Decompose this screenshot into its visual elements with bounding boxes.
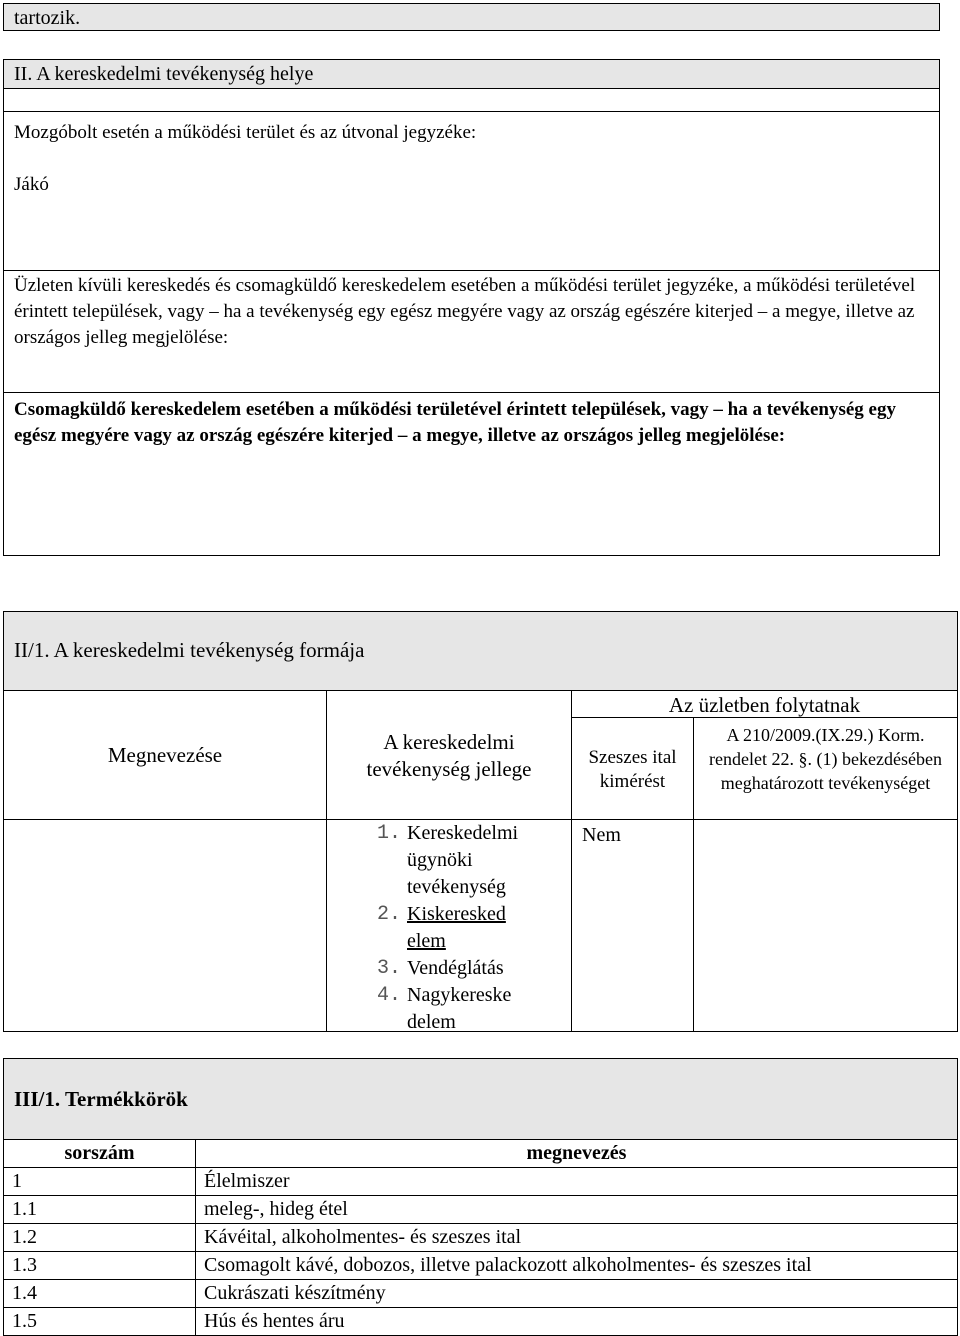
section-2-spacer-row (3, 88, 940, 112)
row-num: 1.2 (4, 1224, 196, 1252)
col-group-header-text: Az üzletben folytatnak (668, 693, 861, 717)
mail-order-label: Csomagküldő kereskedelem esetében a működési területével érintett települések, vagy – ha a tevékenység egy egész megyére vagy az ország egészére kiterjed – a megye, illetve az országos jelleg megjelölése: (14, 399, 896, 446)
section-21-title: II/1. A kereskedelmi tevékenység formája (14, 638, 365, 662)
type-item-1 (367, 820, 561, 901)
product-table-grid (3, 1139, 958, 1336)
col-decree-header-text: A 210/2009.(IX.29.) Korm. rendelet 22. §. (1) bekezdésében meghatározott tevékenységet (709, 725, 942, 793)
section-31-title: III/1. Termékkörök (14, 1087, 188, 1111)
section-21-title-box (3, 611, 958, 691)
col-alcohol-cell (571, 819, 694, 1032)
col-decree-cell (693, 819, 958, 1032)
row-num: 1 (4, 1168, 196, 1196)
section-2-title (3, 59, 940, 89)
mobile-store-value: Jákó (14, 174, 49, 195)
table-row (4, 1308, 958, 1336)
table-row (4, 1168, 958, 1196)
col-name-header-text: Megnevezése (107, 743, 223, 767)
activity-form-table (3, 690, 958, 1032)
row-name: Kávéital, alkoholmentes- és szeszes ital (196, 1224, 958, 1252)
type-item-1-num: 1. (376, 822, 401, 845)
type-item-4-label: Nagykereske delem (407, 984, 512, 1033)
mail-order-box (3, 392, 940, 556)
col-alcohol-header-text: Szeszes ital kimérést (588, 747, 677, 792)
table-row (4, 1280, 958, 1308)
section-2-title-text: II. A kereskedelmi tevékenység helye (14, 63, 314, 85)
type-item-4-num: 4. (376, 984, 401, 1007)
type-item-2-label: Kiskeresked elem (407, 903, 506, 952)
table-row (4, 1196, 958, 1224)
top-fragment-box (3, 3, 940, 31)
type-item-3 (367, 955, 561, 982)
col-name-cell (3, 819, 327, 1032)
col-alcohol-header (571, 717, 694, 820)
type-item-3-label: Vendéglátás (407, 957, 504, 979)
type-item-3-num: 3. (376, 957, 401, 980)
mobile-store-box (3, 111, 940, 271)
table-row (4, 1252, 958, 1280)
outside-store-label: Üzleten kívüli kereskedés és csomagküldő kereskedelem esetében a működési terület jegyzéke, a működési területével érintett települések, vagy – ha a tevékenység egy egész megyére vagy az ország egészére kiterjed – a megye, illetve az országos jelleg megjelölése: (14, 275, 916, 348)
section-2 (3, 59, 940, 556)
row-name: Élelmiszer (196, 1168, 958, 1196)
col-type-cell (326, 819, 572, 1032)
outside-store-box (3, 270, 940, 393)
type-item-2-num: 2. (376, 903, 401, 926)
row-num: 1.1 (4, 1196, 196, 1224)
row-name: Csomagolt kávé, dobozos, illetve palackozott alkoholmentes- és szeszes ital (196, 1252, 958, 1280)
row-name: Hús és hentes áru (196, 1308, 958, 1336)
col-decree-header (693, 717, 958, 820)
alcohol-value: Nem (582, 824, 621, 846)
col-num-header: sorszám (4, 1140, 196, 1168)
row-num: 1.4 (4, 1280, 196, 1308)
type-item-2 (367, 901, 561, 955)
type-item-1-label: Kereskedelmi ügynöki tevékenység (407, 822, 519, 898)
table-row (4, 1224, 958, 1252)
type-item-4 (367, 982, 561, 1036)
col-type-header-text: A kereskedelmi tevékenység jellege (366, 730, 532, 781)
col-group-header (571, 690, 958, 718)
mobile-store-label: Mozgóbolt esetén a működési terület és az útvonal jegyzéke: (14, 122, 477, 143)
row-name: meleg-, hideg étel (196, 1196, 958, 1224)
row-num: 1.3 (4, 1252, 196, 1280)
row-num: 1.5 (4, 1308, 196, 1336)
col-name-header (3, 690, 327, 820)
col-product-header: megnevezés (196, 1140, 958, 1168)
row-name: Cukrászati készítmény (196, 1280, 958, 1308)
top-fragment-text: tartozik. (14, 7, 81, 29)
product-table (3, 1139, 958, 1336)
col-type-header (326, 690, 572, 820)
section-31-title-box (3, 1058, 958, 1140)
product-table-header (4, 1140, 958, 1168)
